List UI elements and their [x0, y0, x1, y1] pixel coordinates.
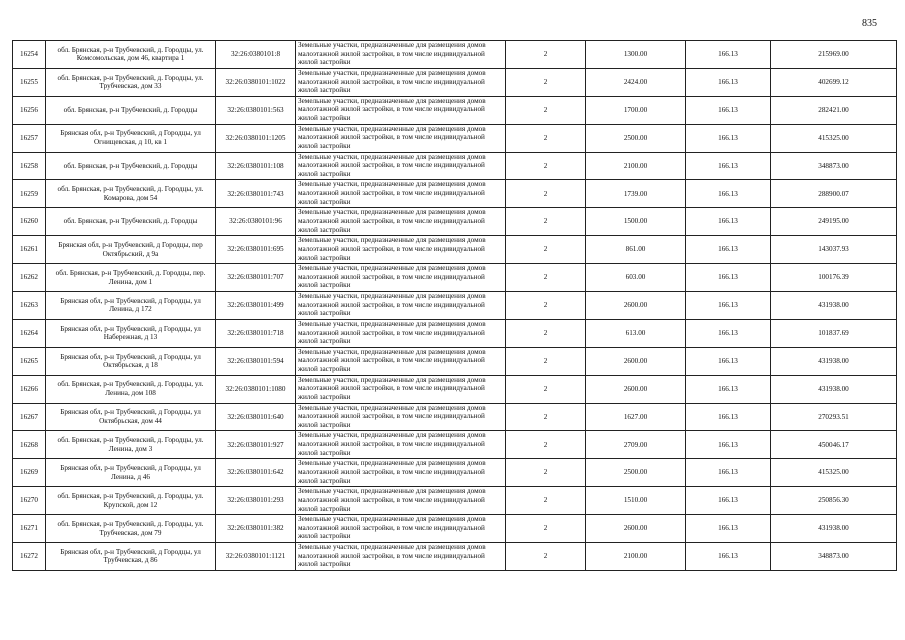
address-cell: обл. Брянская, р-н Трубчевский, д. Городцы, пер. Ленина, дом 1 — [46, 264, 216, 292]
address-cell: обл. Брянская, р-н Трубчевский, д. Городцы, ул. Комсомольская, дом 46, квартира 1 — [46, 41, 216, 69]
address-cell: Брянская обл, р-н Трубчевский, д Городцы, ул Трубчевская, д 86 — [46, 543, 216, 571]
row-id-cell: 16262 — [13, 264, 46, 292]
address-cell: Брянская обл, р-н Трубчевский, д Городцы, ул Октябрьская, д 18 — [46, 347, 216, 375]
specific-value-cell: 166.13 — [686, 236, 771, 264]
page-number: 835 — [862, 18, 877, 29]
address-cell: обл. Брянская, р-н Трубчевский, д. Городцы — [46, 208, 216, 236]
cadastral-value-cell: 402699.12 — [771, 68, 897, 96]
row-id-cell: 16268 — [13, 431, 46, 459]
cadastral-value-cell: 250856.30 — [771, 487, 897, 515]
area-cell: 2500.00 — [586, 124, 686, 152]
area-cell: 2100.00 — [586, 152, 686, 180]
cadastral-number-cell: 32:26:0380101:8 — [216, 41, 296, 69]
area-cell: 1700.00 — [586, 96, 686, 124]
cadastral-number-cell: 32:26:0380101:382 — [216, 515, 296, 543]
specific-value-cell: 166.13 — [686, 347, 771, 375]
area-cell: 603.00 — [586, 264, 686, 292]
address-cell: Брянская обл, р-н Трубчевский, д Городцы, ул Набережная, д 13 — [46, 319, 216, 347]
land-purpose-cell: Земельные участки, предназначенные для размещения домов малоэтажной жилой застройки, в том числе индивидуальной жилой застройки — [296, 236, 506, 264]
row-id-cell: 16260 — [13, 208, 46, 236]
area-cell: 2500.00 — [586, 459, 686, 487]
cadastral-value-cell: 100176.39 — [771, 264, 897, 292]
table-row — [13, 96, 897, 124]
cadastral-number-cell: 32:26:0380101:695 — [216, 236, 296, 264]
row-id-cell: 16272 — [13, 543, 46, 571]
table-row — [13, 208, 897, 236]
land-purpose-cell: Земельные участки, предназначенные для размещения домов малоэтажной жилой застройки, в том числе индивидуальной жилой застройки — [296, 41, 506, 69]
group-cell: 2 — [506, 515, 586, 543]
cadastral-number-cell: 32:26:0380101:1205 — [216, 124, 296, 152]
table-row — [13, 515, 897, 543]
table-row — [13, 347, 897, 375]
cadastral-value-cell: 431938.00 — [771, 292, 897, 320]
table-row — [13, 319, 897, 347]
area-cell: 2100.00 — [586, 543, 686, 571]
cadastral-value-cell: 431938.00 — [771, 347, 897, 375]
area-cell: 1627.00 — [586, 403, 686, 431]
address-cell: Брянская обл, р-н Трубчевский, д Городцы, ул Огнищевская, д 10, кв 1 — [46, 124, 216, 152]
area-cell: 1300.00 — [586, 41, 686, 69]
group-cell: 2 — [506, 347, 586, 375]
table-row — [13, 292, 897, 320]
cadastral-number-cell: 32:26:0380101:927 — [216, 431, 296, 459]
specific-value-cell: 166.13 — [686, 124, 771, 152]
row-id-cell: 16263 — [13, 292, 46, 320]
table-row — [13, 431, 897, 459]
land-purpose-cell: Земельные участки, предназначенные для размещения домов малоэтажной жилой застройки, в том числе индивидуальной жилой застройки — [296, 347, 506, 375]
table-row — [13, 375, 897, 403]
address-cell: Брянская обл, р-н Трубчевский, д Городцы, ул Октябрьская, дом 44 — [46, 403, 216, 431]
land-purpose-cell: Земельные участки, предназначенные для размещения домов малоэтажной жилой застройки, в том числе индивидуальной жилой застройки — [296, 96, 506, 124]
cadastral-number-cell: 32:26:0380101:640 — [216, 403, 296, 431]
row-id-cell: 16259 — [13, 180, 46, 208]
cadastral-number-cell: 32:26:0380101:718 — [216, 319, 296, 347]
land-purpose-cell: Земельные участки, предназначенные для размещения домов малоэтажной жилой застройки, в том числе индивидуальной жилой застройки — [296, 208, 506, 236]
area-cell: 861.00 — [586, 236, 686, 264]
group-cell: 2 — [506, 68, 586, 96]
cadastral-number-cell: 32:26:0380101:499 — [216, 292, 296, 320]
group-cell: 2 — [506, 208, 586, 236]
table-row — [13, 236, 897, 264]
land-purpose-cell: Земельные участки, предназначенные для размещения домов малоэтажной жилой застройки, в том числе индивидуальной жилой застройки — [296, 543, 506, 571]
land-purpose-cell: Земельные участки, предназначенные для размещения домов малоэтажной жилой застройки, в том числе индивидуальной жилой застройки — [296, 319, 506, 347]
cadastral-value-cell: 431938.00 — [771, 515, 897, 543]
row-id-cell: 16256 — [13, 96, 46, 124]
group-cell: 2 — [506, 319, 586, 347]
table-row — [13, 152, 897, 180]
row-id-cell: 16257 — [13, 124, 46, 152]
address-cell: Брянская обл, р-н Трубчевский, д Городцы, пер Октябрьский, д 9а — [46, 236, 216, 264]
group-cell: 2 — [506, 543, 586, 571]
group-cell: 2 — [506, 41, 586, 69]
row-id-cell: 16261 — [13, 236, 46, 264]
cadastral-value-cell: 249195.00 — [771, 208, 897, 236]
row-id-cell: 16267 — [13, 403, 46, 431]
specific-value-cell: 166.13 — [686, 152, 771, 180]
group-cell: 2 — [506, 403, 586, 431]
group-cell: 2 — [506, 96, 586, 124]
cadastral-number-cell: 32:26:0380101:707 — [216, 264, 296, 292]
table-row — [13, 543, 897, 571]
row-id-cell: 16258 — [13, 152, 46, 180]
specific-value-cell: 166.13 — [686, 96, 771, 124]
area-cell: 1500.00 — [586, 208, 686, 236]
group-cell: 2 — [506, 180, 586, 208]
cadastral-value-cell: 101837.69 — [771, 319, 897, 347]
cadastral-value-cell: 415325.00 — [771, 459, 897, 487]
group-cell: 2 — [506, 292, 586, 320]
area-cell: 2424.00 — [586, 68, 686, 96]
cadastral-value-cell: 288900.07 — [771, 180, 897, 208]
area-cell: 2600.00 — [586, 375, 686, 403]
group-cell: 2 — [506, 375, 586, 403]
land-purpose-cell: Земельные участки, предназначенные для размещения домов малоэтажной жилой застройки, в том числе индивидуальной жилой застройки — [296, 68, 506, 96]
address-cell: обл. Брянская, р-н Трубчевский, д. Городцы — [46, 152, 216, 180]
address-cell: обл. Брянская, р-н Трубчевский, д. Городцы, ул. Комарова, дом 54 — [46, 180, 216, 208]
cadastral-value-cell: 143037.93 — [771, 236, 897, 264]
cadastral-value-cell: 415325.00 — [771, 124, 897, 152]
land-purpose-cell: Земельные участки, предназначенные для размещения домов малоэтажной жилой застройки, в том числе индивидуальной жилой застройки — [296, 403, 506, 431]
cadastral-value-cell: 270293.51 — [771, 403, 897, 431]
group-cell: 2 — [506, 487, 586, 515]
cadastral-value-cell: 282421.00 — [771, 96, 897, 124]
specific-value-cell: 166.13 — [686, 68, 771, 96]
cadastral-number-cell: 32:26:0380101:108 — [216, 152, 296, 180]
land-purpose-cell: Земельные участки, предназначенные для размещения домов малоэтажной жилой застройки, в том числе индивидуальной жилой застройки — [296, 431, 506, 459]
cadastral-value-cell: 348873.00 — [771, 152, 897, 180]
land-purpose-cell: Земельные участки, предназначенные для размещения домов малоэтажной жилой застройки, в том числе индивидуальной жилой застройки — [296, 515, 506, 543]
table-row — [13, 124, 897, 152]
table-row — [13, 487, 897, 515]
land-purpose-cell: Земельные участки, предназначенные для размещения домов малоэтажной жилой застройки, в том числе индивидуальной жилой застройки — [296, 152, 506, 180]
row-id-cell: 16269 — [13, 459, 46, 487]
group-cell: 2 — [506, 459, 586, 487]
address-cell: Брянская обл, р-н Трубчевский, д Городцы, ул Ленина, д 46 — [46, 459, 216, 487]
group-cell: 2 — [506, 236, 586, 264]
area-cell: 1739.00 — [586, 180, 686, 208]
row-id-cell: 16266 — [13, 375, 46, 403]
cadastral-value-cell: 348873.00 — [771, 543, 897, 571]
cadastral-number-cell: 32:26:0380101:1022 — [216, 68, 296, 96]
specific-value-cell: 166.13 — [686, 487, 771, 515]
row-id-cell: 16254 — [13, 41, 46, 69]
cadastral-number-cell: 32:26:0380101:642 — [216, 459, 296, 487]
table-row — [13, 264, 897, 292]
cadastral-number-cell: 32:26:0380101:563 — [216, 96, 296, 124]
specific-value-cell: 166.13 — [686, 319, 771, 347]
cadastral-number-cell: 32:26:0380101:1121 — [216, 543, 296, 571]
row-id-cell: 16271 — [13, 515, 46, 543]
group-cell: 2 — [506, 152, 586, 180]
area-cell: 1510.00 — [586, 487, 686, 515]
cadastral-number-cell: 32:26:0380101:96 — [216, 208, 296, 236]
land-purpose-cell: Земельные участки, предназначенные для размещения домов малоэтажной жилой застройки, в том числе индивидуальной жилой застройки — [296, 264, 506, 292]
group-cell: 2 — [506, 264, 586, 292]
specific-value-cell: 166.13 — [686, 403, 771, 431]
area-cell: 2709.00 — [586, 431, 686, 459]
land-registry-table — [12, 40, 897, 571]
address-cell: обл. Брянская, р-н Трубчевский, д. Городцы, ул. Ленина, дом 108 — [46, 375, 216, 403]
area-cell: 2600.00 — [586, 515, 686, 543]
address-cell: обл. Брянская, р-н Трубчевский, д. Городцы, ул. Ленина, дом 3 — [46, 431, 216, 459]
specific-value-cell: 166.13 — [686, 431, 771, 459]
cadastral-number-cell: 32:26:0380101:293 — [216, 487, 296, 515]
specific-value-cell: 166.13 — [686, 264, 771, 292]
table-row — [13, 459, 897, 487]
specific-value-cell: 166.13 — [686, 208, 771, 236]
table-row — [13, 403, 897, 431]
specific-value-cell: 166.13 — [686, 180, 771, 208]
group-cell: 2 — [506, 431, 586, 459]
table-row — [13, 68, 897, 96]
specific-value-cell: 166.13 — [686, 292, 771, 320]
specific-value-cell: 166.13 — [686, 543, 771, 571]
land-purpose-cell: Земельные участки, предназначенные для размещения домов малоэтажной жилой застройки, в том числе индивидуальной жилой застройки — [296, 459, 506, 487]
cadastral-number-cell: 32:26:0380101:594 — [216, 347, 296, 375]
cadastral-value-cell: 450046.17 — [771, 431, 897, 459]
row-id-cell: 16264 — [13, 319, 46, 347]
table-body — [13, 41, 897, 571]
cadastral-number-cell: 32:26:0380101:1080 — [216, 375, 296, 403]
row-id-cell: 16270 — [13, 487, 46, 515]
land-purpose-cell: Земельные участки, предназначенные для размещения домов малоэтажной жилой застройки, в том числе индивидуальной жилой застройки — [296, 292, 506, 320]
cadastral-value-cell: 215969.00 — [771, 41, 897, 69]
address-cell: обл. Брянская, р-н Трубчевский, д. Городцы, ул. Трубчевская, дом 79 — [46, 515, 216, 543]
specific-value-cell: 166.13 — [686, 515, 771, 543]
address-cell: обл. Брянская, р-н Трубчевский, д. Городцы, ул. Трубчевская, дом 33 — [46, 68, 216, 96]
area-cell: 613.00 — [586, 319, 686, 347]
group-cell: 2 — [506, 124, 586, 152]
cadastral-value-cell: 431938.00 — [771, 375, 897, 403]
address-cell: обл. Брянская, р-н Трубчевский, д. Городцы, ул. Крупской, дом 12 — [46, 487, 216, 515]
specific-value-cell: 166.13 — [686, 41, 771, 69]
specific-value-cell: 166.13 — [686, 459, 771, 487]
land-purpose-cell: Земельные участки, предназначенные для размещения домов малоэтажной жилой застройки, в том числе индивидуальной жилой застройки — [296, 487, 506, 515]
land-purpose-cell: Земельные участки, предназначенные для размещения домов малоэтажной жилой застройки, в том числе индивидуальной жилой застройки — [296, 124, 506, 152]
table-row — [13, 41, 897, 69]
address-cell: Брянская обл, р-н Трубчевский, д Городцы, ул Ленина, д 172 — [46, 292, 216, 320]
land-purpose-cell: Земельные участки, предназначенные для размещения домов малоэтажной жилой застройки, в том числе индивидуальной жилой застройки — [296, 180, 506, 208]
area-cell: 2600.00 — [586, 292, 686, 320]
specific-value-cell: 166.13 — [686, 375, 771, 403]
cadastral-number-cell: 32:26:0380101:743 — [216, 180, 296, 208]
row-id-cell: 16255 — [13, 68, 46, 96]
address-cell: обл. Брянская, р-н Трубчевский, д. Городцы — [46, 96, 216, 124]
area-cell: 2600.00 — [586, 347, 686, 375]
table-row — [13, 180, 897, 208]
land-purpose-cell: Земельные участки, предназначенные для размещения домов малоэтажной жилой застройки, в том числе индивидуальной жилой застройки — [296, 375, 506, 403]
row-id-cell: 16265 — [13, 347, 46, 375]
